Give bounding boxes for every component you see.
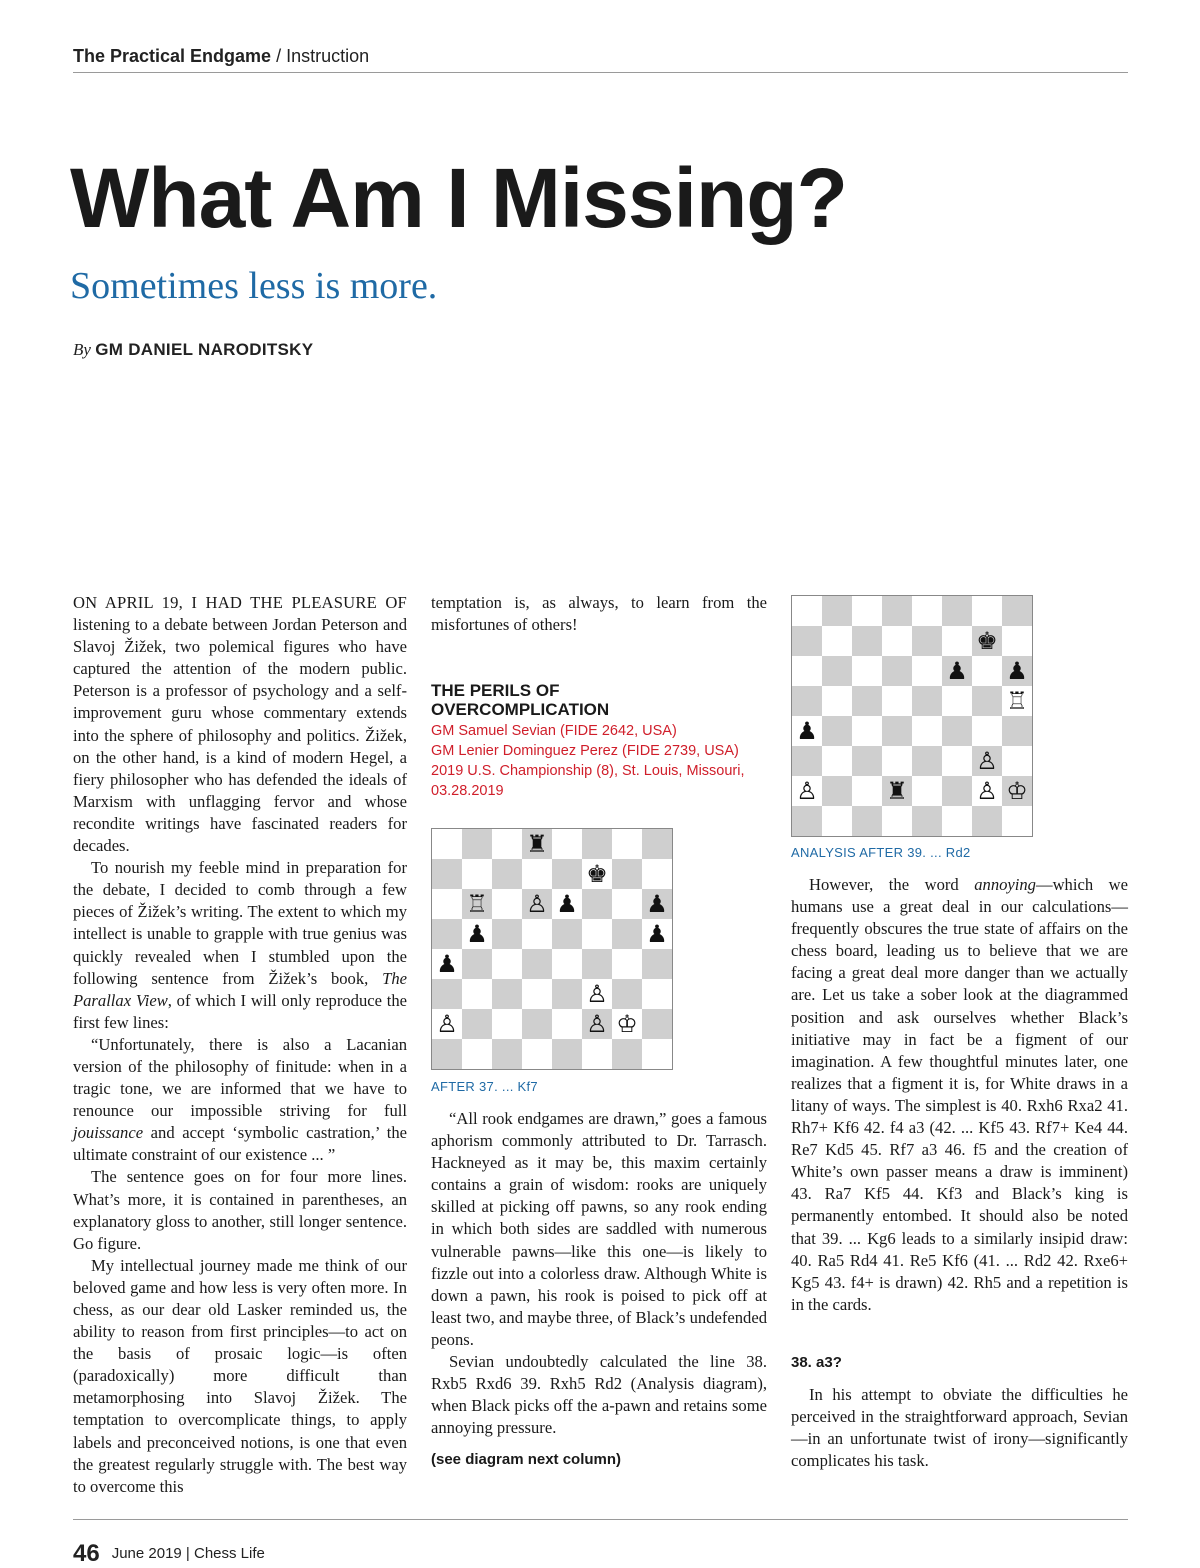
board-square [612,829,642,859]
board-square [942,596,972,626]
board-square [552,1009,582,1039]
board-square [642,949,672,979]
board-square [522,1039,552,1069]
column-3-end [791,1384,1128,1472]
board-square [522,859,552,889]
lead-in: ON APRIL 19, I HAD THE PLEASURE OF [73,593,407,612]
board-square [492,919,522,949]
quote-paragraph [73,1034,407,1167]
board-square [582,889,612,919]
board-square [792,686,822,716]
board-square [522,1009,552,1039]
paragraph [73,857,407,1034]
paragraph: My intellectual journey made me think of our beloved game and how less is very often more. In chess, as our dear old Lasker reminded us, the ability to reason from first principles—to act on the basis of prosaic logic—is often (paradoxically) more difficult than metamorphosing into Slavoj Žižek. The temptation to overcomplicate things, to apply labels and preconceived notions, is one that even the greatest regularly struggle with. The best way to overcome this [73,1255,407,1496]
board-square [822,776,852,806]
board-square [882,716,912,746]
board-square [492,889,522,919]
board-square [972,746,1002,776]
chess-piece-icon: ♟ [436,950,458,978]
board-square [942,656,972,686]
chess-piece-icon: ♚ [976,627,998,655]
paragraph-text: “Unfortunately, there is also a Lacanian version of the philosophy of finitude: when in a tragic tone, we are informed that we have to renounce our impossible striving for full [73,1034,407,1121]
board-square [972,686,1002,716]
chess-piece-icon: ♟ [556,890,578,918]
board-square [852,626,882,656]
page-number: 46 [73,1540,100,1567]
board-square [852,656,882,686]
chess-piece-icon: ♖ [1006,687,1028,715]
board-square [432,949,462,979]
chess-piece-icon: ♟ [946,657,968,685]
board-square [792,806,822,836]
board-square [882,626,912,656]
board-square [552,919,582,949]
board-square [642,859,672,889]
chess-piece-icon: ♟ [646,920,668,948]
board-square [972,626,1002,656]
board-square [792,656,822,686]
board-square [1002,596,1032,626]
board-square [882,806,912,836]
board-square [942,716,972,746]
board-square [462,889,492,919]
board-square [552,889,582,919]
board-square [972,716,1002,746]
board-square [972,776,1002,806]
article-subtitle: Sometimes less is more. [70,265,438,307]
board-square [942,806,972,836]
board-square [432,1009,462,1039]
board-square [852,746,882,776]
chess-piece-icon: ♙ [586,1010,608,1038]
board-square [942,746,972,776]
board-square [912,746,942,776]
issue-info: June 2019 | Chess Life [111,1545,265,1562]
chess-piece-icon: ♔ [616,1010,638,1038]
board-square [852,776,882,806]
paragraph [73,592,407,857]
paragraph: Sevian undoubtedly calculated the line 38. Rxb5 Rxd6 39. Rxh5 Rd2 (Analysis diagram), when Black picks off the a-pawn and retains some annoying pressure. [431,1352,767,1438]
paragraph-text: , of which I will only reproduce the first few lines: [73,990,408,1032]
board-square [582,1039,612,1069]
board-square [792,746,822,776]
board-square [522,979,552,1009]
board-square [852,596,882,626]
chess-piece-icon: ♙ [436,1010,458,1038]
board-square [882,656,912,686]
paragraph [791,874,1128,1316]
column-3 [791,874,1128,1316]
board-square [582,1009,612,1039]
board-square [882,596,912,626]
book-title: The Parallax View [73,968,407,1010]
paragraph: The sentence goes on for four more lines. What’s more, it is contained in parentheses, an explanatory gloss to another, still longer sentence. Go figure. [73,1167,407,1253]
board-square [1002,656,1032,686]
board-square [642,889,672,919]
article-title: What Am I Missing? [70,151,847,245]
board-square [822,686,852,716]
board-square [612,949,642,979]
board-square [492,829,522,859]
board-square [462,859,492,889]
board-square [462,979,492,1009]
paragraph: “All rook endgames are drawn,” goes a famous aphorism commonly attributed to Dr. Tarrasch. Hackneyed as it may be, this maxim certainly contains a grain of wisdom: rooks are uniquely skilled at picking off pawns, so any rook ending in which both sides are saddled with numerous vulnerable pawns—like this one—is likely to fizzle out into a colorless draw. Although White is down a pawn, his rook is poised to pick off at least two, and maybe three, of Black’s undefended peons. [431,1109,767,1349]
byline-author: GM DANIEL NARODITSKY [95,340,314,359]
board-square [1002,716,1032,746]
board-square [822,806,852,836]
paragraph-text: listening to a debate between Jordan Peterson and Slavoj Žižek, two polemical figures who have captured the attention of the modern public. Peterson is a professor of psychology and a self-improvement guru whose commentary extends into the sphere of philosophy and politics. Žižek, on the other hand, is a kind of modern Hegel, a fiery philosopher who has defended the ideals of Marxism with unflagging fervor and whose recondite writings have fascinated readers for decades. [73,615,407,856]
board-square [522,829,552,859]
board-square [462,1039,492,1069]
board-square [522,919,552,949]
running-header [73,46,1128,67]
board-square [942,686,972,716]
board-square [492,859,522,889]
board-square [882,776,912,806]
italic-term: jouissance [73,1123,144,1143]
board-square [642,1009,672,1039]
board-square [432,919,462,949]
board-square [612,1009,642,1039]
board-square [642,829,672,859]
board-square [1002,626,1032,656]
chess-piece-icon: ♚ [586,860,608,888]
board-square [552,949,582,979]
board-square [642,919,672,949]
board-square [1002,806,1032,836]
diagram-caption: AFTER 37. ... Kf7 [431,1079,538,1094]
column-2-top [431,592,767,636]
board-square [942,776,972,806]
board-square [612,979,642,1009]
paragraph: temptation is, as always, to learn from the misfortunes of others! [431,593,767,635]
board-square [792,626,822,656]
board-square [432,1039,462,1069]
header-category: Instruction [286,46,370,66]
board-square [462,1009,492,1039]
paragraph: In his attempt to obviate the difficulties he perceived in the straightforward approach, Sevian—in an unfortunate twist of irony—significantly complicates his task. [791,1385,1128,1471]
board-square [462,829,492,859]
chess-piece-icon: ♔ [1006,777,1028,805]
board-square [432,829,462,859]
board-square [432,889,462,919]
board-square [612,889,642,919]
game-info [431,721,771,801]
board-square [822,716,852,746]
board-square [462,949,492,979]
board-square [912,776,942,806]
chess-piece-icon: ♙ [526,890,548,918]
board-square [912,596,942,626]
chess-piece-icon: ♟ [796,717,818,745]
board-square [582,949,612,979]
italic-word: annoying [974,875,1036,894]
board-square [582,859,612,889]
board-square [972,596,1002,626]
diagram-caption: ANALYSIS AFTER 39. ... Rd2 [791,845,971,860]
chess-piece-icon: ♜ [886,777,908,805]
see-diagram-note: (see diagram next column) [431,1451,622,1468]
chess-piece-icon: ♟ [646,890,668,918]
board-square [432,979,462,1009]
board-square [582,919,612,949]
paragraph-text: To nourish my feeble mind in preparation for the debate, I decided to comb through a few pieces of Žižek’s writing. The extent to which my intellect is unable to grapple with true genius was quickly revealed when I stumbled upon the following sentence from Žižek’s book, [73,858,407,988]
board-square [822,746,852,776]
board-square [882,686,912,716]
board-square [882,746,912,776]
board-square [822,626,852,656]
board-square [822,596,852,626]
board-square [612,919,642,949]
header-separator: / [271,46,287,66]
board-square [912,806,942,836]
board-square [942,626,972,656]
move-heading: 38. a3? [791,1354,842,1371]
footer-rule [73,1519,1128,1520]
board-square [522,949,552,979]
black-player: GM Lenier Dominguez Perez (FIDE 2739, USA) [431,743,739,759]
board-square [492,949,522,979]
board-square [912,686,942,716]
section-title: THE PERILS OF OVERCOMPLICATION [431,681,610,719]
board-square [912,656,942,686]
board-square [462,919,492,949]
board-square [792,596,822,626]
board-square [852,686,882,716]
chess-diagram-after-37-kf7 [431,828,673,1070]
board-square [582,829,612,859]
chess-piece-icon: ♜ [526,830,548,858]
board-square [552,1039,582,1069]
header-rule [73,72,1128,73]
board-square [972,656,1002,686]
board-square [492,979,522,1009]
column-1 [73,592,407,1498]
chess-piece-icon: ♟ [466,920,488,948]
board-square [792,776,822,806]
board-square [612,859,642,889]
chess-diagram-analysis-39-rd2 [791,595,1033,837]
board-square [432,859,462,889]
header-section: The Practical Endgame [73,46,272,66]
chess-piece-icon: ♙ [976,777,998,805]
board-square [822,656,852,686]
board-square [852,716,882,746]
board-square [552,829,582,859]
board-square [1002,776,1032,806]
paragraph-text: However, the word [809,875,975,894]
paragraph-text: and accept ‘symbolic castration,’ the ultimate constraint of our existence ... ” [73,1123,407,1165]
event: 2019 U.S. Championship (8), St. Louis, Missouri, 03.28.2019 [431,763,745,799]
board-square [1002,746,1032,776]
board-square [792,716,822,746]
chess-piece-icon: ♟ [1006,657,1028,685]
board-square [492,1009,522,1039]
board-square [522,889,552,919]
chess-piece-icon: ♙ [796,777,818,805]
board-square [642,979,672,1009]
board-square [972,806,1002,836]
board-square [852,806,882,836]
board-square [612,1039,642,1069]
chess-piece-icon: ♖ [466,890,488,918]
paragraph-text: —which we humans use a great deal in our calculations—frequently obscures the true state of affairs on the chess board, leading us to believe that we are facing a great deal more danger than we actually are. Let us take a sober look at the diagrammed position and ask ourselves whether Black’s initiative may in fact be a figment of our imagination. A few thoughtful minutes later, one realizes that a figment it is, for White draws in a litany of ways. The simplest is 40. Rxh6 Rxa2 41. Rh7+ Kf6 42. f4 a3 (42. ... Kf5 43. Rf7+ Ke4 44. Re7 Kd5 45. Rf7 a3 46. f5 and the creation of White’s own passer means a draw is imminent) 43. Ra7 Kf5 44. Kf3 and Black’s king is permanently entombed. It should also be noted that 39. ... Kg6 leads to a similarly insipid draw: 40. Ra5 Rd4 41. Re5 Kf6 (41. ... Rd2 42. Rxe6+ Kg5 43. f4+ is drawn) 42. Rh5 and a repetition is in the cards. [791,875,1128,1314]
board-square [552,859,582,889]
chess-piece-icon: ♙ [586,980,608,1008]
board-square [912,626,942,656]
board-square [642,1039,672,1069]
board-square [582,979,612,1009]
column-2-body [431,1108,767,1439]
board-square [552,979,582,1009]
byline [73,340,313,360]
board-square [1002,686,1032,716]
board-square [492,1039,522,1069]
white-player: GM Samuel Sevian (FIDE 2642, USA) [431,723,677,739]
byline-by: By [73,340,91,359]
chess-piece-icon: ♙ [976,747,998,775]
board-square [912,716,942,746]
